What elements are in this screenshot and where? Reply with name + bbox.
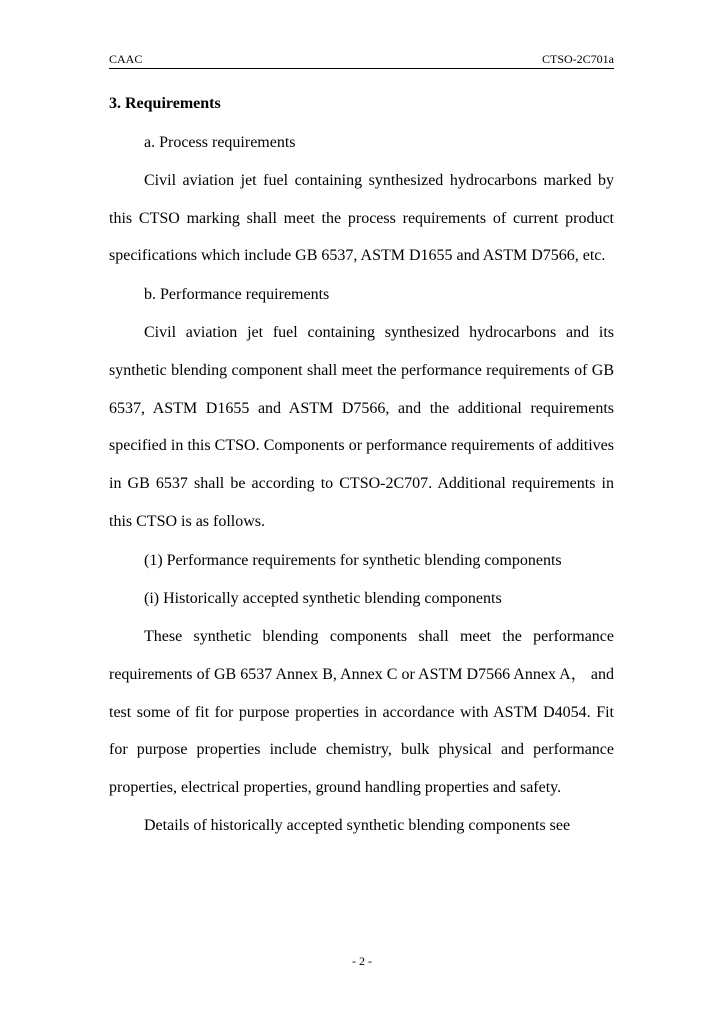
header-doc-id: CTSO-2C701a — [542, 52, 614, 66]
subsection-a-paragraph: Civil aviation jet fuel containing synthesized hydrocarbons marked by this CTSO marking shall meet the process requirements of current product specifications which include GB 6537, ASTM D1655 and ASTM D7566, etc. — [109, 172, 614, 265]
page-body — [109, 93, 614, 845]
section-heading: 3. Requirements — [109, 95, 221, 112]
page-number: - 2 - — [352, 954, 372, 968]
subsection-b-paragraph: Civil aviation jet fuel containing synthesized hydrocarbons and its synthetic blending component shall meet the performance requirements of GB 6537, ASTM D1655 and ASTM D7566, and the additional requirements specified in this CTSO. Components or performance requirements of additives in GB 6537 shall be according to CTSO-2C707. Additional requirements in this CTSO is as follows. — [109, 324, 614, 530]
header-org: CAAC — [109, 52, 143, 66]
item-1-title: (1) Performance requirements for synthetic blending components — [144, 552, 562, 570]
item-1-i-title: (i) Historically accepted synthetic blending components — [144, 590, 502, 608]
historical-components-paragraph: These synthetic blending components shall meet the performance requirements of GB 6537 Annex B, Annex C or ASTM D7566 Annex A， and test some of fit for purpose properties in accordance with ASTM D4054. Fit for purpose properties include chemistry, bulk physical and performance properties, electrical properties, ground handling properties and safety. — [109, 628, 614, 797]
page-header — [109, 52, 614, 69]
subsection-a-title: a. Process requirements — [144, 134, 296, 151]
subsection-b-title: b. Performance requirements — [144, 286, 330, 304]
details-paragraph: Details of historically accepted synthetic blending components see — [144, 816, 571, 834]
